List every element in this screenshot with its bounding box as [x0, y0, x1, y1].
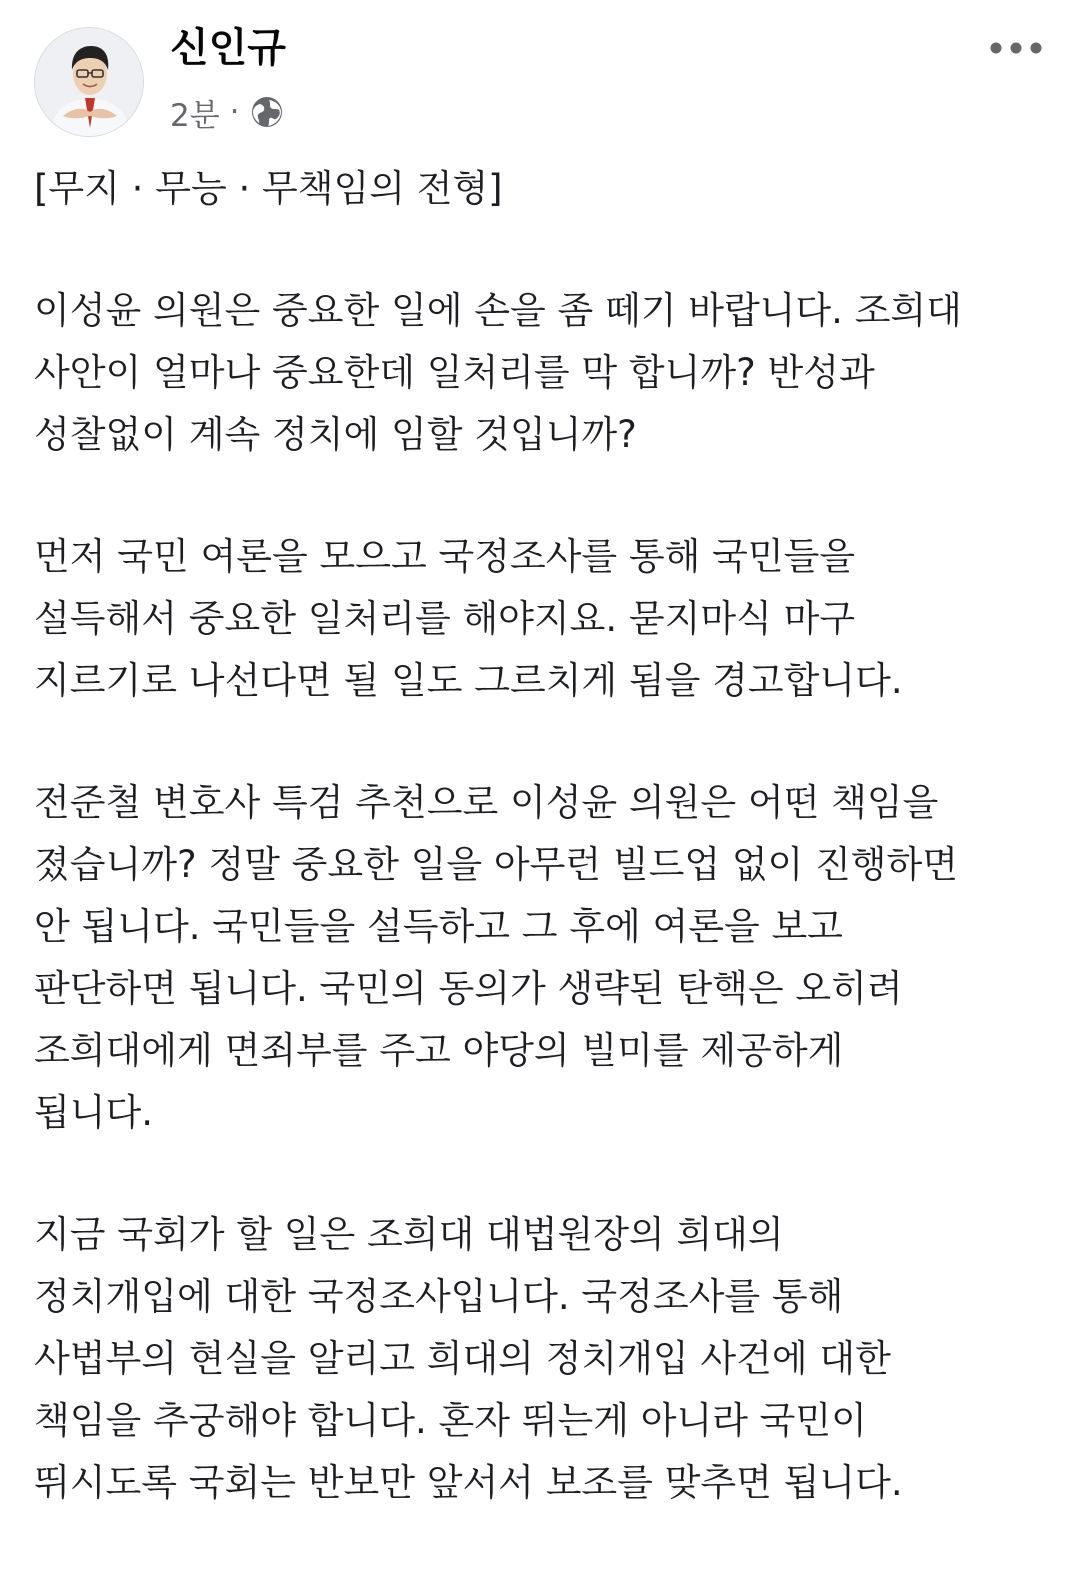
profile-photo	[35, 28, 144, 137]
post-title: [무지 · 무능 · 무책임의 전형]	[34, 167, 503, 210]
paragraph	[34, 526, 1044, 712]
text-line: 됩니다.	[34, 1091, 153, 1134]
text-line: 이성윤 의원은 중요한 일에 손을 좀 떼기 바랍니다. 조희대	[34, 289, 962, 332]
text-line: 졌습니까? 정말 중요한 일을 아무런 빌드업 없이 진행하면	[34, 843, 959, 886]
post-meta	[170, 90, 284, 134]
meta-separator: ·	[229, 94, 240, 130]
text-line: 정치개입에 대한 국정조사입니다. 국정조사를 통해	[34, 1275, 844, 1318]
globe-icon[interactable]	[250, 95, 284, 129]
paragraph	[34, 280, 1044, 466]
text-line: 사안이 얼마나 중요한데 일처리를 막 합니까? 반성과	[34, 351, 875, 394]
paragraph	[34, 772, 1044, 1144]
post-body	[34, 158, 1044, 1514]
text-line: 전준철 변호사 특검 추천으로 이성윤 의원은 어떤 책임을	[34, 781, 939, 824]
text-line: 먼저 국민 여론을 모으고 국정조사를 통해 국민들을	[34, 535, 856, 578]
paragraph	[34, 1204, 1044, 1514]
text-line: 사법부의 현실을 알리고 희대의 정치개입 사건에 대한	[34, 1337, 891, 1380]
text-line: 성찰없이 계속 정치에 임할 것입니까?	[34, 413, 637, 456]
post-header	[0, 0, 1081, 150]
author-name[interactable]: 신인규	[170, 25, 286, 71]
text-line: 조희대에게 면죄부를 주고 야당의 빌미를 제공하게	[34, 1029, 844, 1072]
text-line: 책임을 추궁해야 합니다. 혼자 뛰는게 아니라 국민이	[34, 1399, 867, 1442]
text-line: 지르기로 나선다면 될 일도 그르치게 됨을 경고합니다.	[34, 659, 903, 702]
text-line: 지금 국회가 할 일은 조희대 대법원장의 희대의	[34, 1213, 784, 1256]
post-time[interactable]: 2분	[170, 97, 220, 134]
avatar[interactable]	[34, 27, 144, 137]
text-line: 판단하면 됩니다. 국민의 동의가 생략된 탄핵은 오히려	[34, 967, 903, 1010]
text-line: 설득해서 중요한 일처리를 해야지요. 묻지마식 마구	[34, 597, 856, 640]
text-line: 뛰시도록 국회는 반보만 앞서서 보조를 맞추면 됩니다.	[34, 1461, 903, 1504]
text-line: 안 됩니다. 국민들을 설득하고 그 후에 여론을 보고	[34, 905, 843, 948]
more-options-icon	[988, 41, 1044, 55]
more-options-button[interactable]	[985, 30, 1047, 66]
